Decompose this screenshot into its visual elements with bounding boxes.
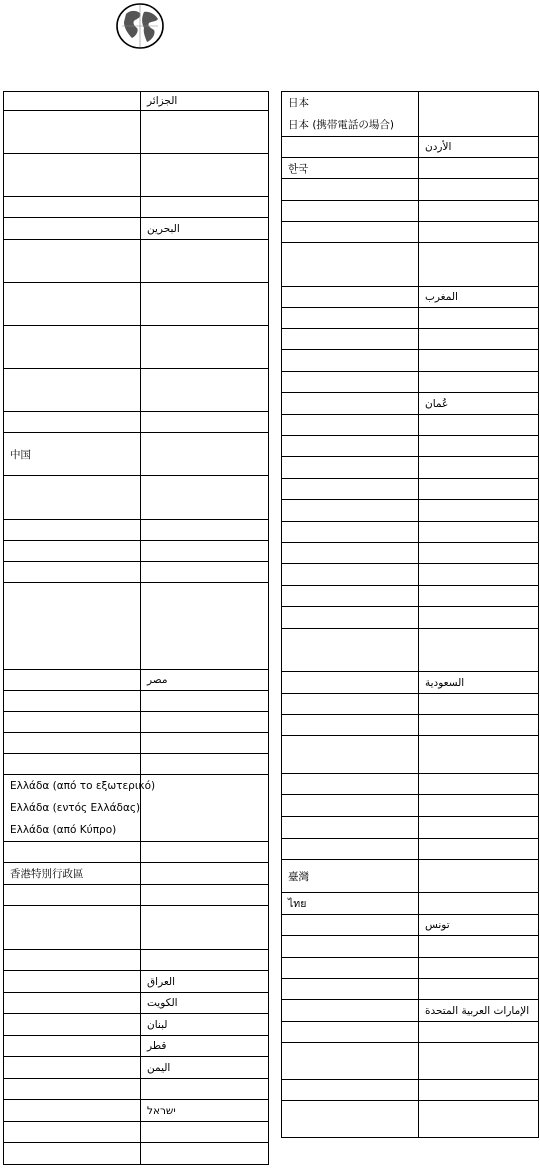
table-row — [282, 457, 539, 479]
country-name-cell — [4, 218, 141, 240]
table-row — [4, 154, 269, 197]
country-name-cell — [282, 500, 419, 522]
country-name-native-cell — [141, 712, 269, 733]
country-name-native-cell — [419, 774, 539, 795]
table-row — [282, 860, 539, 893]
country-name-cell — [4, 950, 141, 971]
country-name-cell — [4, 733, 141, 754]
country-name-native-cell: لبنان — [141, 1014, 269, 1036]
table-row — [4, 240, 269, 283]
country-name-native-cell — [141, 1122, 269, 1143]
country-name-cell — [4, 154, 141, 197]
table-row — [4, 993, 269, 1014]
country-name-cell — [4, 691, 141, 712]
table-row — [282, 936, 539, 958]
table-row — [4, 433, 269, 476]
country-name-native-cell — [419, 1101, 539, 1138]
country-name-cell — [282, 607, 419, 629]
country-name-cell — [4, 1100, 141, 1122]
table-row — [282, 694, 539, 715]
country-name-native-cell — [141, 326, 269, 369]
country-name-cell — [4, 1014, 141, 1036]
country-name-cell — [282, 736, 419, 774]
table-row — [4, 92, 269, 111]
country-name-native-cell — [419, 350, 539, 372]
country-name-native-cell: الكويت — [141, 993, 269, 1014]
country-name-native-cell — [141, 842, 269, 863]
table-row — [4, 691, 269, 712]
country-name-native-cell — [419, 222, 539, 243]
country-name-native-cell: اليمن — [141, 1057, 269, 1079]
table-row — [4, 1014, 269, 1036]
country-name-cell — [282, 436, 419, 457]
country-name-native-cell: العراق — [141, 971, 269, 993]
table-row — [4, 971, 269, 993]
country-name-native-cell — [419, 436, 539, 457]
country-name-native-cell — [419, 1080, 539, 1101]
country-name-cell — [282, 543, 419, 564]
country-name-native-cell — [141, 583, 269, 670]
country-name-cell — [282, 694, 419, 715]
country-name-native-cell — [419, 629, 539, 672]
table-row — [4, 775, 269, 842]
country-name-native-cell — [419, 179, 539, 201]
country-name-native-cell — [419, 694, 539, 715]
country-name-cell — [282, 308, 419, 329]
country-name-cell — [282, 839, 419, 860]
table-row — [4, 1079, 269, 1100]
country-name-cell — [282, 1080, 419, 1101]
country-name-cell — [282, 479, 419, 500]
table-row — [4, 1122, 269, 1143]
country-name-native-cell — [141, 906, 269, 950]
country-name-native-cell — [141, 885, 269, 906]
table-row — [282, 564, 539, 586]
country-name-native-cell: عُمان — [419, 393, 539, 415]
table-row — [282, 372, 539, 393]
country-name-native-cell — [419, 92, 539, 137]
country-name-cell — [282, 586, 419, 607]
country-name-cell — [282, 1043, 419, 1080]
table-row — [282, 629, 539, 672]
country-name-cell — [282, 201, 419, 222]
country-name-cell — [4, 541, 141, 562]
country-name-native-cell — [141, 412, 269, 433]
country-name-native-cell — [419, 979, 539, 1000]
country-name-cell — [4, 712, 141, 733]
country-name-cell — [4, 1079, 141, 1100]
table-row — [282, 415, 539, 436]
country-name-cell — [4, 906, 141, 950]
country-name-native-cell — [419, 817, 539, 839]
country-name-native-cell — [419, 372, 539, 393]
table-row — [4, 733, 269, 754]
table-row — [282, 222, 539, 243]
table-row — [282, 893, 539, 915]
table-row — [282, 607, 539, 629]
country-name-cell: 日本 日本 (携帯電話の場合) — [282, 92, 419, 137]
country-name-cell — [282, 1101, 419, 1138]
country-name-native-cell — [141, 775, 269, 842]
country-name-native-cell — [419, 607, 539, 629]
table-row — [4, 476, 269, 520]
table-row — [282, 586, 539, 607]
country-name-native-cell — [419, 308, 539, 329]
table-row — [282, 201, 539, 222]
country-table-left — [3, 91, 269, 1165]
country-name-native-cell — [141, 154, 269, 197]
country-name-native-cell — [141, 433, 269, 476]
table-row — [4, 1143, 269, 1165]
country-name-native-cell — [141, 283, 269, 326]
country-name-cell — [4, 842, 141, 863]
country-name-native-cell — [419, 839, 539, 860]
table-row — [282, 736, 539, 774]
country-name-native-cell — [419, 243, 539, 287]
country-name-cell — [282, 936, 419, 958]
table-row — [4, 863, 269, 885]
country-name-native-cell — [141, 863, 269, 885]
country-name-cell — [4, 412, 141, 433]
table-row — [282, 795, 539, 817]
table-row — [282, 393, 539, 415]
country-name-native-cell — [419, 329, 539, 350]
country-name-native-cell — [419, 586, 539, 607]
country-name-native-cell: ישראל — [141, 1100, 269, 1122]
country-name-cell — [4, 476, 141, 520]
table-row — [4, 670, 269, 691]
table-row — [4, 906, 269, 950]
table-row — [4, 885, 269, 906]
country-name-native-cell — [419, 958, 539, 979]
table-row — [282, 774, 539, 795]
table-row — [4, 326, 269, 369]
country-name-cell — [4, 754, 141, 775]
country-name-native-cell — [419, 158, 539, 179]
country-name-cell — [4, 369, 141, 412]
country-name-native-cell — [419, 500, 539, 522]
country-name-native-cell — [141, 733, 269, 754]
country-name-cell — [282, 522, 419, 543]
table-row — [282, 979, 539, 1000]
table-row — [282, 839, 539, 860]
country-name-cell — [4, 283, 141, 326]
table-row — [282, 243, 539, 287]
table-row — [282, 543, 539, 564]
country-name-cell — [282, 817, 419, 839]
country-name-native-cell — [141, 240, 269, 283]
table-row — [282, 1000, 539, 1022]
country-name-cell — [282, 243, 419, 287]
country-name-cell — [4, 1143, 141, 1165]
table-row — [4, 754, 269, 775]
table-row — [282, 522, 539, 543]
table-row — [282, 1022, 539, 1043]
table-row — [4, 541, 269, 562]
country-name-cell — [4, 326, 141, 369]
table-row — [282, 1101, 539, 1138]
country-name-cell — [282, 350, 419, 372]
country-name-cell: 香港特別行政區 — [4, 863, 141, 885]
country-name-cell — [4, 1036, 141, 1057]
country-name-cell — [282, 715, 419, 736]
country-name-cell: ไทย — [282, 893, 419, 915]
country-name-cell — [4, 583, 141, 670]
table-row — [4, 562, 269, 583]
table-row — [4, 197, 269, 218]
country-name-cell — [282, 774, 419, 795]
country-name-cell — [282, 329, 419, 350]
country-name-native-cell — [141, 476, 269, 520]
globe-icon — [114, 2, 166, 50]
country-name-native-cell — [419, 415, 539, 436]
country-name-cell — [282, 672, 419, 694]
country-name-native-cell — [141, 111, 269, 154]
country-name-native-cell — [141, 562, 269, 583]
country-name-cell — [4, 1057, 141, 1079]
country-name-native-cell — [141, 1143, 269, 1165]
table-row — [282, 817, 539, 839]
table-row — [4, 520, 269, 541]
table-row — [4, 1057, 269, 1079]
country-name-native-cell — [141, 197, 269, 218]
country-name-native-cell — [141, 541, 269, 562]
country-name-native-cell — [141, 691, 269, 712]
country-name-native-cell — [141, 520, 269, 541]
table-row — [4, 950, 269, 971]
table-row — [282, 672, 539, 694]
table-row — [282, 958, 539, 979]
country-name-cell — [282, 137, 419, 158]
table-row — [4, 283, 269, 326]
country-name-cell — [4, 520, 141, 541]
country-name-cell — [282, 564, 419, 586]
country-name-native-cell: الأردن — [419, 137, 539, 158]
country-name-cell — [282, 457, 419, 479]
table-row — [282, 287, 539, 308]
country-name-native-cell — [419, 1022, 539, 1043]
country-name-native-cell — [419, 543, 539, 564]
country-name-native-cell — [141, 754, 269, 775]
country-name-cell — [4, 670, 141, 691]
country-name-native-cell — [141, 369, 269, 412]
table-row — [282, 350, 539, 372]
country-name-native-cell — [419, 936, 539, 958]
country-name-cell — [4, 111, 141, 154]
country-name-cell — [282, 287, 419, 308]
country-name-cell — [4, 197, 141, 218]
country-name-native-cell: المغرب — [419, 287, 539, 308]
country-name-cell — [4, 92, 141, 111]
table-row — [282, 179, 539, 201]
table-row — [282, 1043, 539, 1080]
country-name-native-cell: قطر — [141, 1036, 269, 1057]
country-name-cell — [4, 562, 141, 583]
table-row — [4, 412, 269, 433]
country-name-native-cell: الجزائر — [141, 92, 269, 111]
country-name-cell — [282, 958, 419, 979]
country-name-cell — [282, 915, 419, 936]
table-row — [4, 111, 269, 154]
country-name-cell — [282, 629, 419, 672]
country-name-native-cell — [419, 715, 539, 736]
table-row — [282, 308, 539, 329]
country-name-cell — [4, 971, 141, 993]
country-name-native-cell: الإمارات العربية المتحدة — [419, 1000, 539, 1022]
country-name-native-cell — [419, 564, 539, 586]
country-name-cell — [4, 1122, 141, 1143]
country-name-cell — [282, 415, 419, 436]
country-name-native-cell: البحرين — [141, 218, 269, 240]
country-name-native-cell — [141, 950, 269, 971]
country-name-cell — [282, 979, 419, 1000]
table-row — [4, 218, 269, 240]
table-row — [4, 842, 269, 863]
country-name-native-cell: تونس — [419, 915, 539, 936]
table-row — [282, 500, 539, 522]
country-name-native-cell — [419, 860, 539, 893]
country-name-native-cell — [419, 893, 539, 915]
country-name-native-cell — [419, 522, 539, 543]
table-row — [282, 1080, 539, 1101]
table-row — [282, 158, 539, 179]
table-row — [4, 1100, 269, 1122]
country-name-cell — [282, 1000, 419, 1022]
table-row — [282, 915, 539, 936]
country-table-right — [281, 91, 539, 1138]
table-row — [282, 715, 539, 736]
country-name-cell — [4, 993, 141, 1014]
country-name-cell — [282, 1022, 419, 1043]
table-row — [282, 479, 539, 500]
table-row — [4, 1036, 269, 1057]
table-row — [282, 137, 539, 158]
country-name-native-cell: مصر — [141, 670, 269, 691]
country-name-native-cell — [419, 479, 539, 500]
table-row — [282, 92, 539, 137]
country-name-cell — [282, 393, 419, 415]
country-name-cell — [282, 222, 419, 243]
table-row — [4, 369, 269, 412]
country-name-native-cell — [419, 201, 539, 222]
country-name-native-cell — [141, 1079, 269, 1100]
table-row — [4, 712, 269, 733]
country-name-native-cell — [419, 1043, 539, 1080]
table-row — [282, 436, 539, 457]
country-name-cell: 한국 — [282, 158, 419, 179]
country-name-native-cell — [419, 736, 539, 774]
table-row — [4, 583, 269, 670]
country-name-cell — [282, 795, 419, 817]
country-name-native-cell: السعودية — [419, 672, 539, 694]
country-name-native-cell — [419, 457, 539, 479]
country-name-cell — [282, 372, 419, 393]
country-name-cell: 中国 — [4, 433, 141, 476]
country-name-cell — [282, 179, 419, 201]
country-name-native-cell — [419, 795, 539, 817]
country-name-cell — [4, 885, 141, 906]
country-name-cell: Ελλάδα (από το εξωτερικό) Ελλάδα (εντός Ελλάδας) Ελλάδα (από Κύπρο) — [4, 775, 141, 842]
country-name-cell: 臺灣 — [282, 860, 419, 893]
country-name-cell — [4, 240, 141, 283]
table-row — [282, 329, 539, 350]
